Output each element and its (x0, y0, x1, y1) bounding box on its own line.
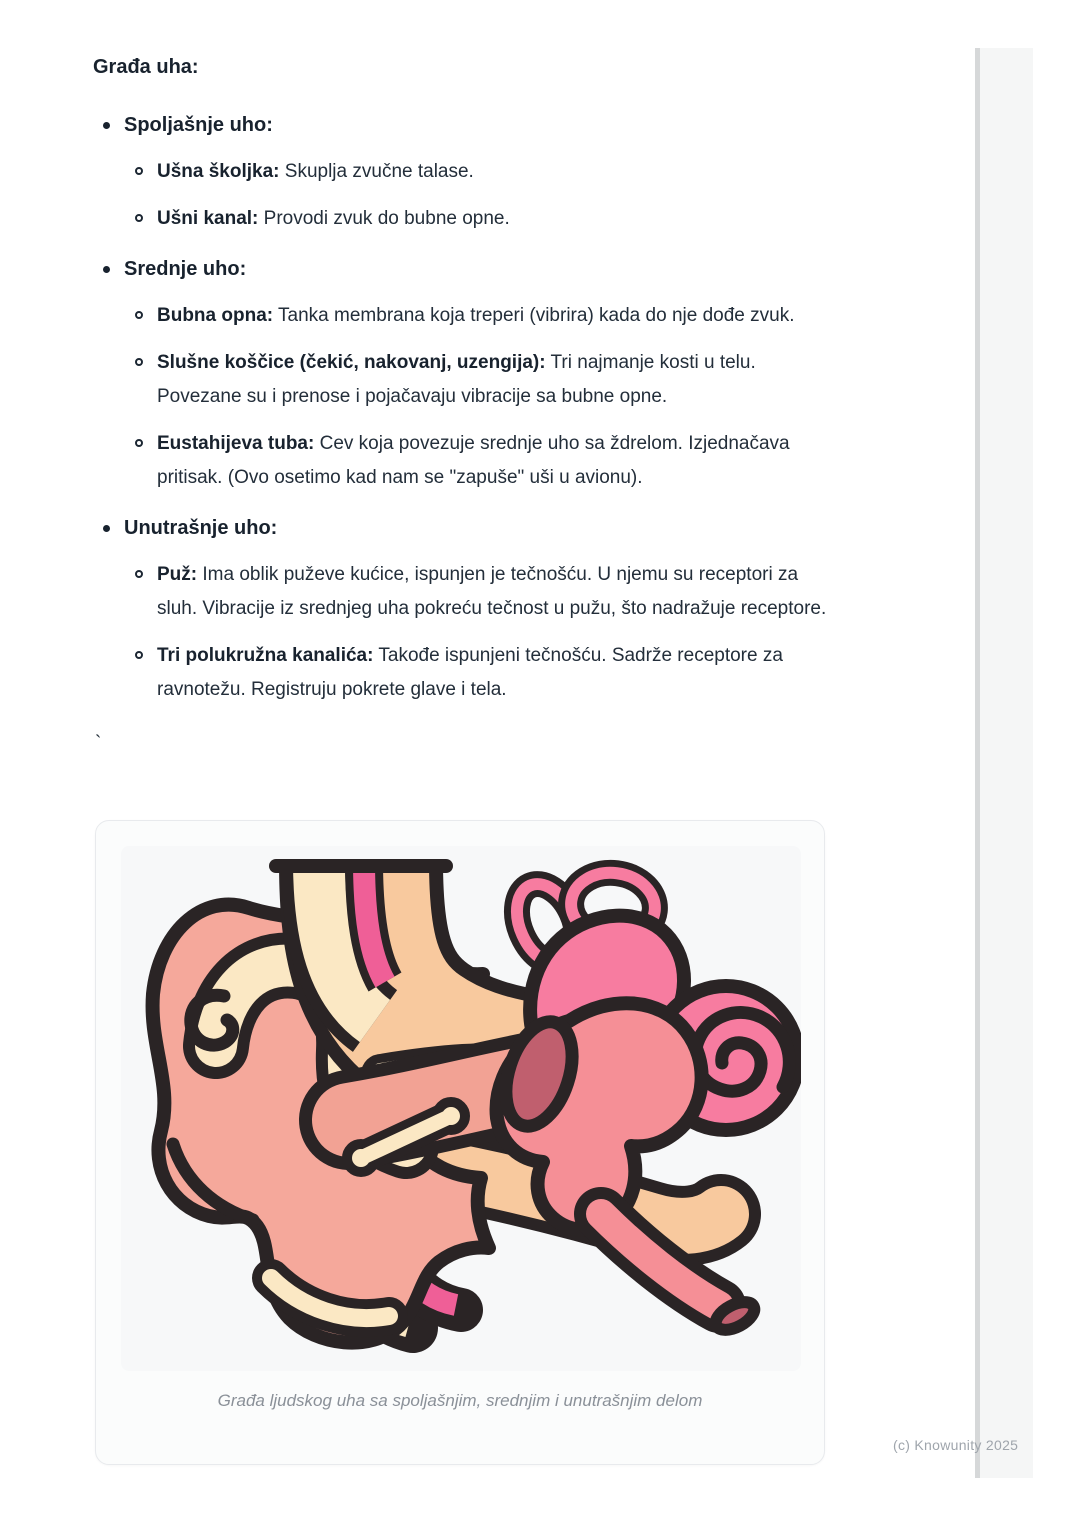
bullet-disc-icon (103, 525, 110, 532)
figure-caption: Građa ljudskog uha sa spoljašnjim, srednjim i unutrašnjim delom (217, 1391, 703, 1410)
item-desc: Provodi zvuk do bubne opne. (263, 208, 510, 229)
item-desc: Tri najmanje kosti u telu. Povezane su i prenose i pojačavaju vibracije sa bubne opne. (157, 352, 756, 407)
item-term: Ušni kanal: (157, 208, 259, 229)
item-term: Ušna školjka: (157, 161, 280, 182)
section-label-text: Srednje uho: (124, 258, 247, 280)
figure-card (95, 820, 825, 1465)
copyright-watermark: (c) Knowunity 2025 (893, 1437, 1019, 1453)
section-label-text: Spoljašnje uho: (124, 114, 273, 136)
list-item (93, 639, 830, 707)
item-desc: Ima oblik puževe kućice, ispunjen je tečnošću. U njemu su receptori za sluh. Vibracije iz srednjeg uha pokreću tečnost u pužu, što nadražuje receptore. (157, 564, 827, 619)
item-term: Puž: (157, 564, 198, 585)
bullet-circle-icon (135, 311, 143, 319)
stray-backtick-char: ` (95, 733, 102, 754)
bullet-circle-icon (135, 358, 143, 366)
list-item (93, 155, 830, 189)
item-desc: Skuplja zvučne talase. (284, 161, 474, 182)
section-label (93, 109, 830, 142)
item-term: Tri polukružna kanalića: (157, 645, 374, 666)
bullet-disc-icon (103, 122, 110, 129)
ear-anatomy-illustration (121, 846, 801, 1371)
item-term: Bubna opna: (157, 305, 274, 326)
section-inner-ear (93, 512, 830, 707)
section-outer-ear (93, 109, 830, 236)
list-item (93, 427, 830, 495)
bullet-circle-icon (135, 167, 143, 175)
list-item (93, 346, 830, 414)
bullet-disc-icon (103, 266, 110, 273)
list-item (93, 299, 830, 333)
item-desc: Cev koja povezuje srednje uho sa ždrelom. Izjednačava pritisak. (Ovo osetimo kad nam se "zapuše" uši u avionu). (157, 433, 790, 488)
item-term: Slušne koščice (čekić, nakovanj, uzengija): (157, 352, 546, 373)
list-item (93, 202, 830, 236)
bullet-circle-icon (135, 439, 143, 447)
item-desc: Tanka membrana koja treperi (vibrira) kada do nje dođe zvuk. (278, 305, 795, 326)
list-item (93, 558, 830, 626)
page-title: Građa uha: (93, 56, 199, 78)
scrollbar-track[interactable] (975, 48, 1033, 1478)
section-label (93, 512, 830, 545)
bullet-circle-icon (135, 214, 143, 222)
bullet-circle-icon (135, 651, 143, 659)
section-middle-ear (93, 253, 830, 495)
section-label-text: Unutrašnje uho: (124, 517, 278, 539)
item-desc: Takođe ispunjeni tečnošću. Sadrže receptore za ravnotežu. Registruju pokrete glave i tela. (157, 645, 783, 700)
item-term: Eustahijeva tuba: (157, 433, 315, 454)
ear-anatomy-svg (121, 846, 801, 1371)
notes-content (93, 56, 830, 707)
bullet-circle-icon (135, 570, 143, 578)
section-label (93, 253, 830, 286)
